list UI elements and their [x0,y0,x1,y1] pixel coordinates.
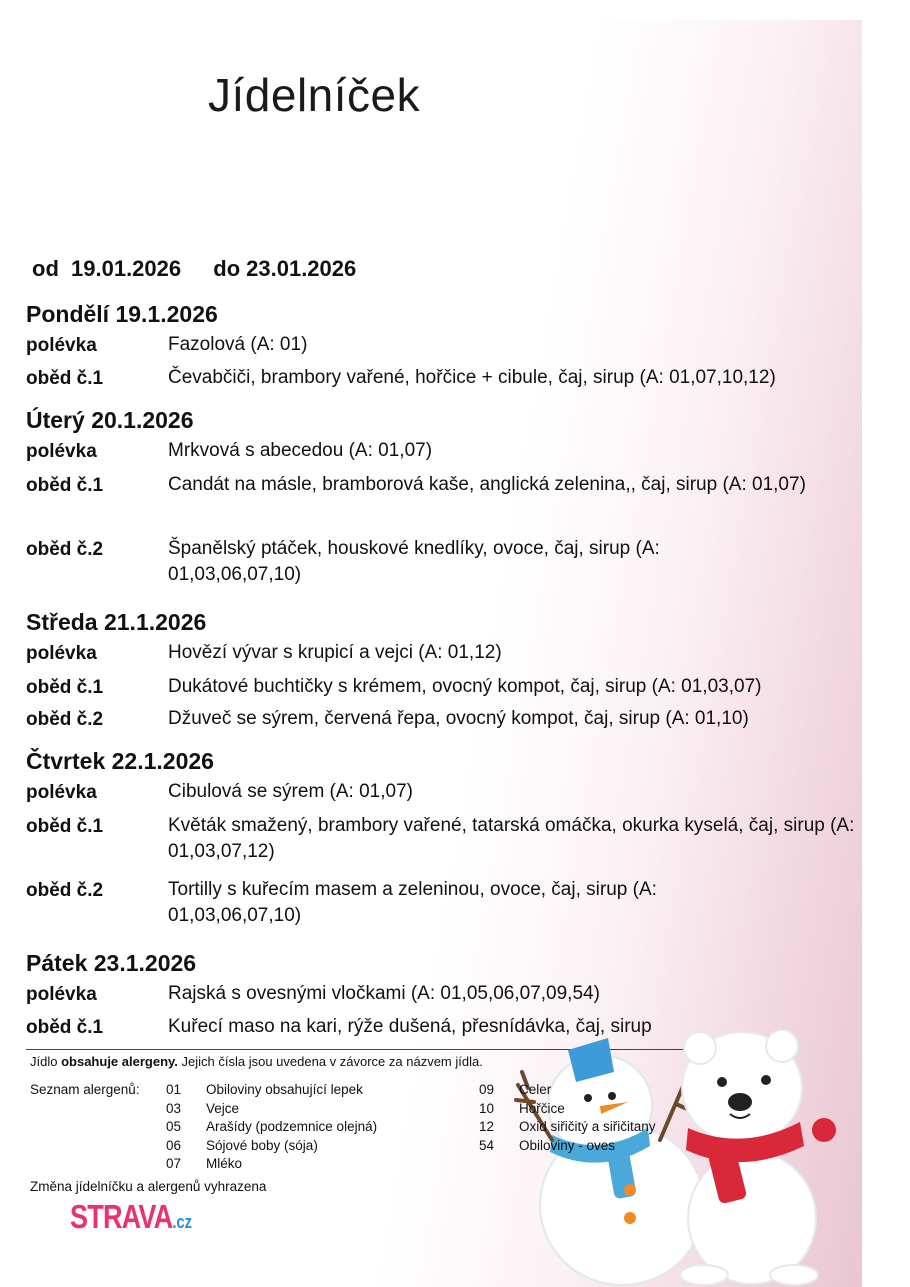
allergen-note-bold: obsahuje alergeny. [61,1054,178,1069]
page-title: Jídelníček [208,69,421,121]
range-from-label: od [32,256,59,281]
allergen-note [30,1054,483,1069]
menu-row-text: Čevabčiči, brambory vařené, hořčice + cibule, čaj, sirup (A: 01,07,10,12) [168,367,776,388]
allergen-codes-left [166,1081,181,1174]
allergen-codes-right [479,1081,494,1155]
menu-row-label: oběd č.2 [26,709,104,730]
menu-row-text: Španělský ptáček, houskové knedlíky, ovoce, čaj, sirup (A: 01,03,06,07,10) [168,538,660,585]
logo-main: STRAVA [70,1198,173,1235]
allergen-name: Obiloviny obsahující lepek [206,1082,363,1097]
menu-row-label: oběd č.1 [26,677,104,698]
allergen-name: Obiloviny - oves [519,1137,616,1153]
allergen-code: 12 [479,1119,495,1134]
allergen-name: Arašídy (podzemnice olejná) [206,1119,378,1134]
menu-row-label: polévka [26,441,97,462]
allergen-names-right [519,1081,656,1155]
menu-row-text: Rajská s ovesnými vločkami (A: 01,05,06,07,09,54) [168,983,600,1004]
menu-row-text: Kuřecí maso na kari, rýže dušená, přesnídávka, čaj, sirup [168,1016,652,1037]
menu-row-text: Candát na másle, bramborová kaše, anglická zelenina,, čaj, sirup (A: 01,07) [168,474,806,495]
menu-row-label: oběd č.2 [26,880,104,901]
allergen-name: Celer [519,1082,552,1097]
day-heading-tuesday: Úterý 20.1.2026 [26,407,194,433]
day-heading-wednesday: Středa 21.1.2026 [26,609,207,635]
range-to-label: do [213,256,241,281]
menu-row-label: polévka [26,335,97,356]
range-to-date: 23.01.2026 [246,256,357,281]
menu-row-label: polévka [26,984,97,1005]
menu-row-label: polévka [26,643,97,664]
menu-row-label: polévka [26,782,97,803]
allergen-name: Hořčice [519,1100,565,1116]
menu-row-label: oběd č.1 [26,816,104,837]
menu-row-label: oběd č.1 [26,368,104,389]
menu-row-label: oběd č.1 [26,1017,104,1038]
date-range [32,256,362,282]
allergen-code: 09 [479,1082,495,1097]
disclaimer: Změna jídelníčku a alergenů vyhrazena [30,1179,267,1194]
day-heading-thursday: Čtvrtek 22.1.2026 [26,748,214,774]
menu-row-label: oběd č.2 [26,539,104,560]
logo-suffix: .cz [172,1212,193,1232]
day-heading-monday: Pondělí 19.1.2026 [26,301,218,327]
menu-row-text: Květák smažený, brambory vařené, tatarská omáčka, okurka kyselá, čaj, sirup (A: 01,03,07,12) [168,815,855,862]
menu-row-text: Džuveč se sýrem, červená řepa, ovocný kompot, čaj, sirup (A: 01,10) [168,708,749,729]
allergen-code: 10 [479,1100,495,1116]
allergen-code: 07 [166,1156,182,1171]
allergen-code: 05 [166,1119,182,1134]
allergen-code: 54 [479,1137,495,1153]
day-heading-friday: Pátek 23.1.2026 [26,950,197,976]
allergen-code: 06 [166,1137,182,1153]
allergen-list-label: Seznam alergenů: [30,1082,140,1097]
strava-logo [70,1198,192,1236]
range-from-date: 19.01.2026 [71,256,182,281]
allergen-code: 03 [166,1100,182,1116]
menu-row-text: Fazolová (A: 01) [168,334,308,355]
menu-row-text: Dukátové buchtičky s krémem, ovocný kompot, čaj, sirup (A: 01,03,07) [168,676,762,697]
allergen-code: 01 [166,1082,182,1097]
menu-row-label: oběd č.1 [26,475,104,496]
allergen-names-left [206,1081,377,1174]
allergen-name: Oxid siřičitý a siřičitany [519,1119,656,1134]
menu-row-text: Tortilly s kuřecím masem a zeleninou, ovoce, čaj, sirup (A: 01,03,06,07,10) [168,879,657,926]
allergen-note-suffix: Jejich čísla jsou uvedena v závorce za názvem jídla. [181,1054,483,1069]
allergen-note-prefix: Jídlo [30,1054,58,1069]
menu-row-text: Cibulová se sýrem (A: 01,07) [168,781,413,802]
allergen-name: Mléko [206,1156,243,1171]
menu-row-text: Hovězí vývar s krupicí a vejci (A: 01,12) [168,642,502,663]
allergen-name: Vejce [206,1100,240,1116]
allergen-name: Sójové boby (sója) [206,1137,318,1153]
menu-row-text: Mrkvová s abecedou (A: 01,07) [168,440,433,461]
